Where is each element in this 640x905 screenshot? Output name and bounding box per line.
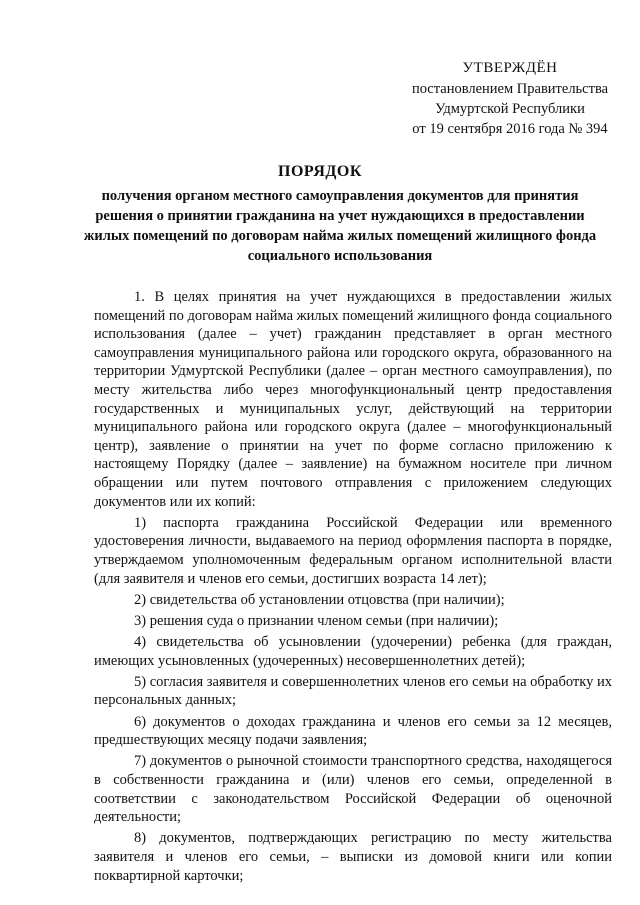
list-item-6: 6) документов о доходах гражданина и членов его семьи за 12 месяцев, предшествующих месяцу подачи заявления;	[94, 713, 612, 749]
approval-line-3: от 19 сентября 2016 года № 394	[412, 121, 608, 137]
document-subtitle: получения органом местного самоуправления документов для принятия решения о принятии гражданина на учет нуждающихся в предоставлении жилых помещений по договорам найма жилых помещений жилищного фонда социального использования	[83, 188, 597, 264]
approval-line-2: Удмуртской Республики	[435, 101, 585, 117]
document-body	[94, 288, 612, 888]
list-item-8: 8) документов, подтверждающих регистрацию по месту жительства заявителя и членов его семьи, – выписки из домовой книги или копии поквартирной карточки;	[94, 830, 612, 884]
list-item-3: 3) решения суда о признании членом семьи (при наличии);	[134, 612, 499, 629]
list-item-1: 1) паспорта гражданина Российской Федерации или временного удостоверения личности, выдаваемого на период оформления паспорта в порядке, утверждаемом уполномоченным федеральным органом исполнительной власти (для заявителя и членов его семьи, достигших возраста 14 лет);	[94, 514, 612, 587]
document-title: ПОРЯДОК	[278, 163, 362, 180]
approval-stamp-title: УТВЕРЖДЁН	[462, 60, 558, 76]
list-item-7: 7) документов о рыночной стоимости транспортного средства, находящегося в собственности гражданина и (или) членов его семьи, определенной в соответствии с законодательством Российской Федерации об оценочной деятельности;	[94, 753, 612, 826]
approval-stamp	[395, 58, 625, 139]
list-item-4: 4) свидетельства об усыновлении (удочерении) ребенка (для граждан, имеющих усыновленных (удочеренных) несовершеннолетних детей);	[94, 634, 612, 669]
approval-line-1: постановлением Правительства	[411, 81, 609, 97]
list-item-5: 5) согласия заявителя и совершеннолетних членов его семьи на обработку их персональных данных;	[94, 673, 612, 709]
list-item-2: 2) свидетельства об установлении отцовства (при наличии);	[134, 591, 505, 608]
paragraph-1: 1. В целях принятия на учет нуждающихся в предоставлении жилых помещений по договорам найма жилых помещений жилищного фонда социального использования (далее – учет) гражданин представляет в орган местного самоуправления муниципального района или городского округа, образованного на территории Удмуртской Республики (далее – орган местного самоуправления), по месту жительства либо через многофункциональный центр предоставления государственных и муниципальных услуг, действующий на территории муниципального района или городского округа (далее – многофункциональный центр), заявление о принятии на учет по форме согласно приложению к настоящему Порядку (далее – заявление) на бумажном носителе при личном обращении или путем почтового отправления с приложением следующих документов или их копий:	[94, 289, 612, 510]
